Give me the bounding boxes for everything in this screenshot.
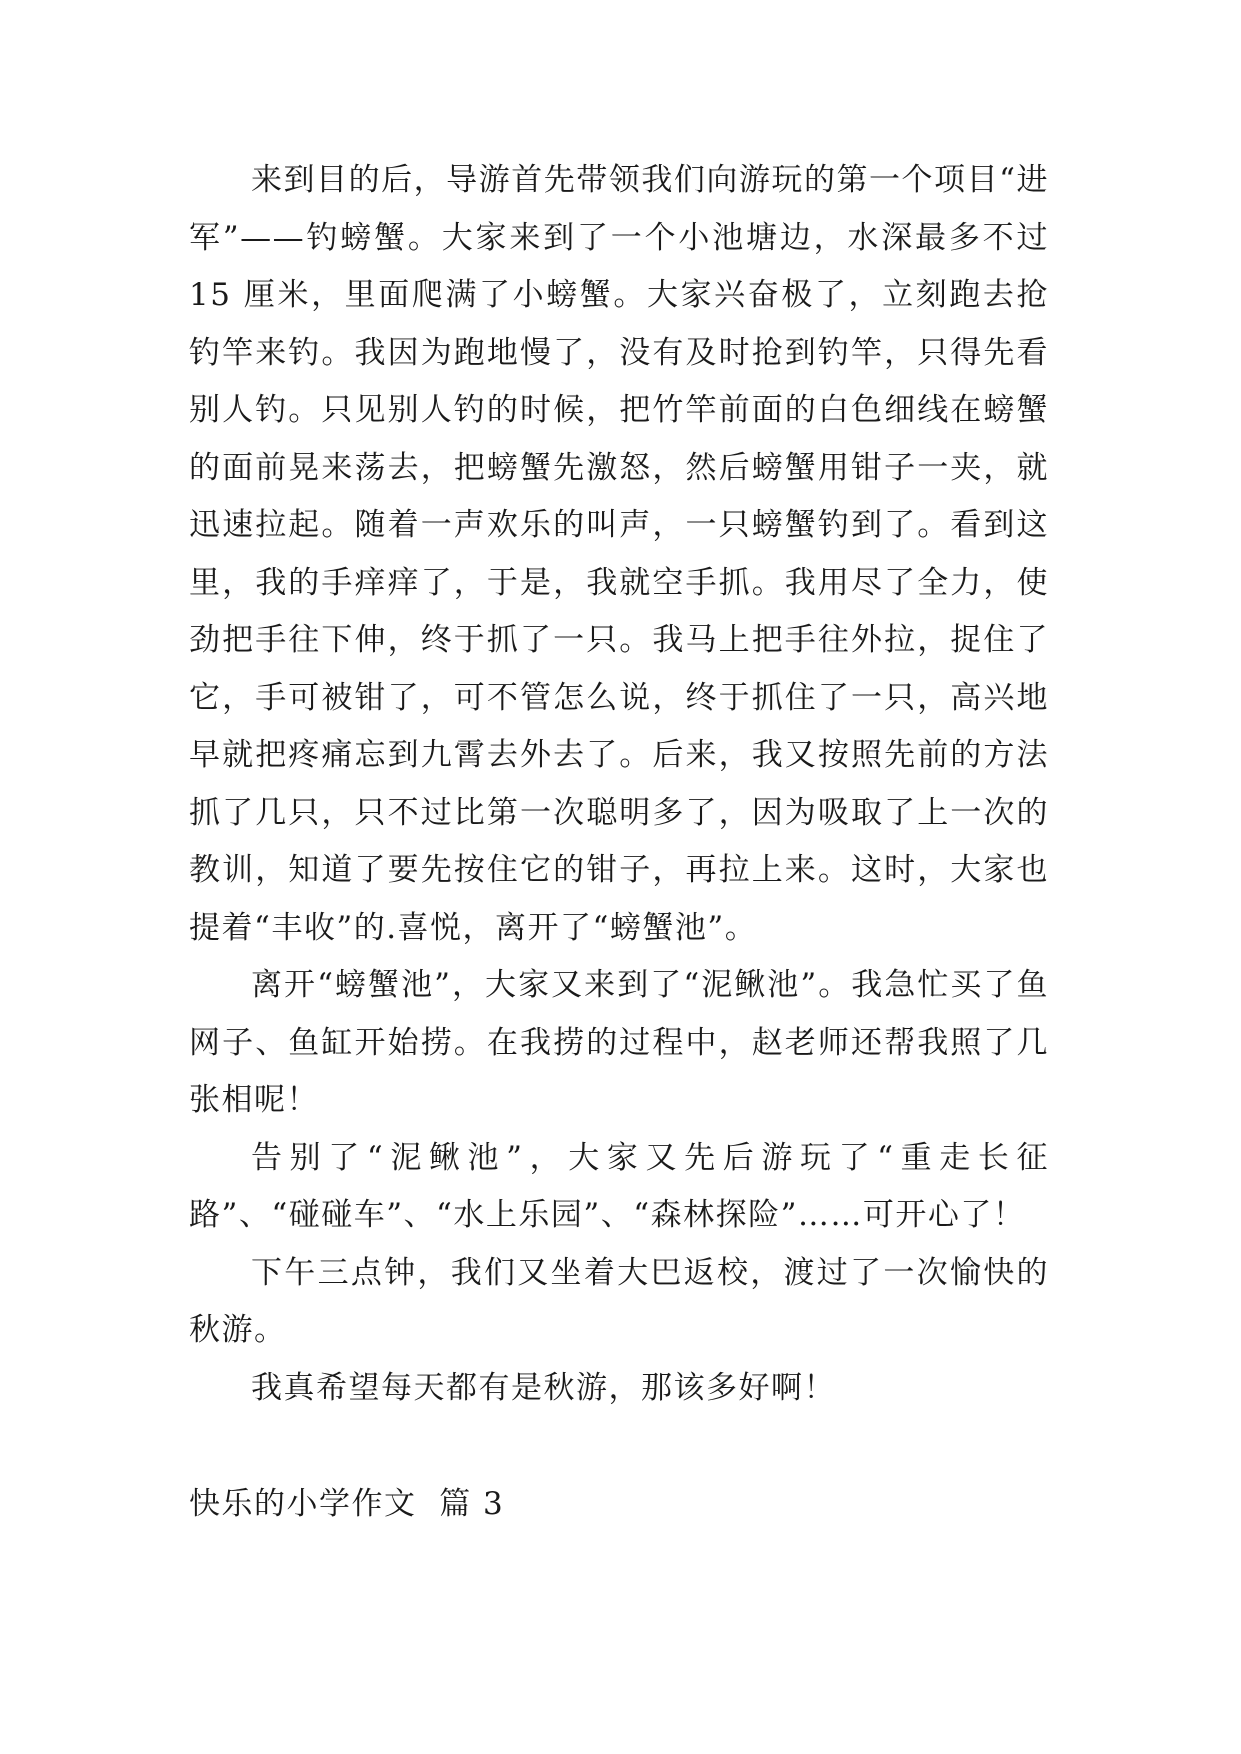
- paragraph-other-activities: 告别了“泥鳅池”，大家又先后游玩了“重走长征路”、“碰碰车”、“水上乐园”、“森林探险”……可开心了！: [189, 1139, 1049, 1233]
- paragraph-return-school: 下午三点钟，我们又坐着大巴返校，渡过了一次愉快的秋游。: [189, 1254, 1049, 1348]
- essay-body: [189, 152, 1049, 1417]
- section-heading: 快乐的小学作文 篇 3: [189, 1486, 505, 1522]
- paragraph-crab-fishing: 来到目的后，导游首先带领我们向游玩的第一个项目“进军”——钓螃蟹。大家来到了一个小池塘边，水深最多不过 15 厘米，里面爬满了小螃蟹。大家兴奋极了，立刻跑去抢钓竿来钓。我因为跑地慢了，没有及时抢到钓竿，只得先看别人钓。只见别人钓的时候，把竹竿前面的白色细线在螃蟹的面前晃来荡去，把螃蟹先激怒，然后螃蟹用钳子一夹，就迅速拉起。随着一声欢乐的叫声，一只螃蟹钓到了。看到这里，我的手痒痒了，于是，我就空手抓。我用尽了全力，使劲把手往下伸，终于抓了一只。我马上把手往外拉，捉住了它，手可被钳了，可不管怎么说，终于抓住了一只，高兴地早就把疼痛忘到九霄去外去了。后来，我又按照先前的方法抓了几只，只不过比第一次聪明多了，因为吸取了上一次的教训，知道了要先按住它的钳子，再拉上来。这时，大家也提着“丰收”的.喜悦，离开了“螃蟹池”。: [189, 162, 1049, 946]
- paragraph-closing-wish: 我真希望每天都有是秋游，那该多好啊！: [251, 1369, 836, 1406]
- paragraph-loach-pond: 离开“螃蟹池”，大家又来到了“泥鳅池”。我急忙买了鱼网子、鱼缸开始捞。在我捞的过程中，赵老师还帮我照了几张相呢！: [189, 967, 1049, 1118]
